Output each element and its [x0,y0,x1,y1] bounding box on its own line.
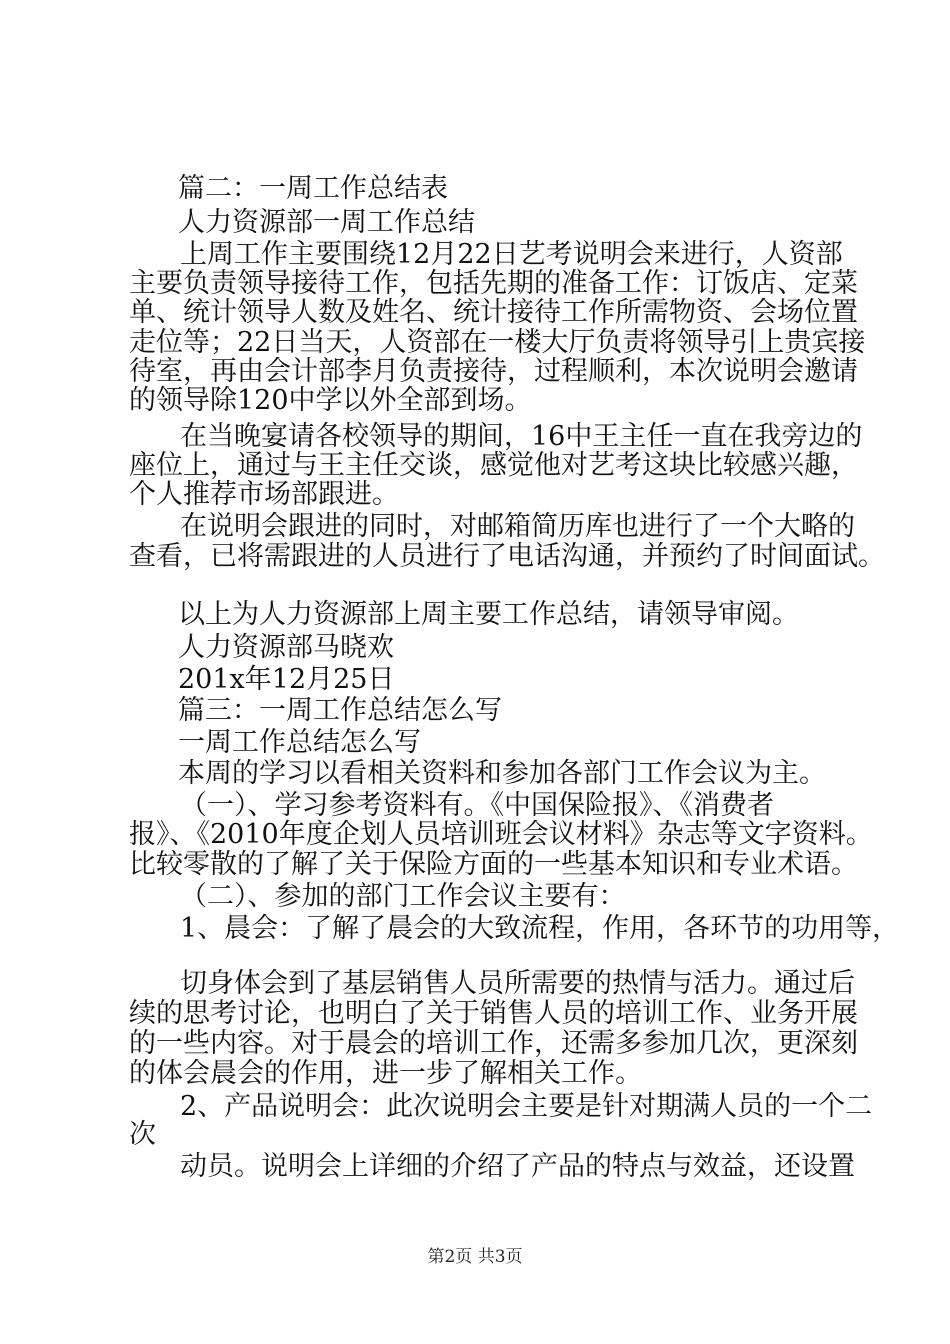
paragraph-line: 上周工作主要围绕12月22日艺考说明会来进行，人资部 [180,239,843,270]
paragraph-line: 的领导除120中学以外全部到场。 [129,385,532,416]
paragraph-line: 2、产品说明会：此次说明会主要是针对期满人员的一个二 [180,1091,873,1122]
paragraph-line: 报》、《2010年度企划人员培训班会议材料》杂志等文字资料。 [129,819,873,850]
paragraph-line: 座位上，通过与王主任交谈，感觉他对艺考这块比较感兴趣， [129,450,858,481]
paragraph-line: 查看，已将需跟进的人员进行了电话沟通，并预约了时间面试。 [129,541,885,572]
paragraph-line: （一）、学习参考资料有。《中国保险报》、《消费者 [180,790,774,821]
paragraph-line: 比较零散的了解了关于保险方面的一些基本知识和专业术语。 [129,849,858,880]
paragraph-line: 的一些内容。对于晨会的培训工作，还需多参加几次，更深刻 [129,1028,858,1059]
paragraph-line: 主要负责领导接待工作，包括先期的准备工作：订饭店、定菜 [129,268,858,299]
section-heading: 篇二：一周工作总结表 [178,173,448,204]
section-heading: 篇三：一周工作总结怎么写 [178,695,502,726]
paragraph-line: （二）、参加的部门工作会议主要有： [180,881,626,912]
paragraph-line: 动员。说明会上详细的介绍了产品的特点与效益，还设置 [180,1151,855,1182]
date: 201x年12月25日 [178,664,395,695]
closing-line: 以上为人力资源部上周主要工作总结，请领导审阅。 [178,599,799,630]
paragraph-line: 个人推荐市场部跟进。 [129,479,399,510]
page-footer: 第2页 共3页 [427,1247,523,1267]
paragraph-line: 的体会晨会的作用，进一步了解相关工作。 [129,1058,642,1089]
paragraph-line: 次 [129,1119,156,1150]
document-title: 人力资源部一周工作总结 [178,207,475,238]
paragraph-line: 走位等；22日当天，人资部在一楼大厅负责将领导引上贵宾接 [129,327,866,358]
paragraph-line: 切身体会到了基层销售人员所需要的热情与活力。通过后 [180,968,855,999]
paragraph-line: 在当晚宴请各校领导的期间，16中王主任一直在我旁边的 [180,421,863,452]
paragraph-line: 待室，再由会计部李月负责接待，过程顺利，本次说明会邀请 [129,356,858,387]
paragraph-line: 续的思考讨论，也明白了关于销售人员的培训工作、业务开展 [129,998,858,1029]
paragraph-line: 在说明会跟进的同时，对邮箱简历库也进行了一个大略的 [180,511,855,542]
paragraph-line: 1、晨会：了解了晨会的大致流程，作用，各环节的功用等， [180,913,900,944]
signature: 人力资源部马晓欢 [178,632,394,663]
paragraph-line: 单、统计领导人数及姓名、统计接待工作所需物资、会场位置 [129,297,858,328]
document-title: 一周工作总结怎么写 [178,727,421,758]
paragraph-line: 本周的学习以看相关资料和参加各部门工作会议为主。 [178,758,826,789]
